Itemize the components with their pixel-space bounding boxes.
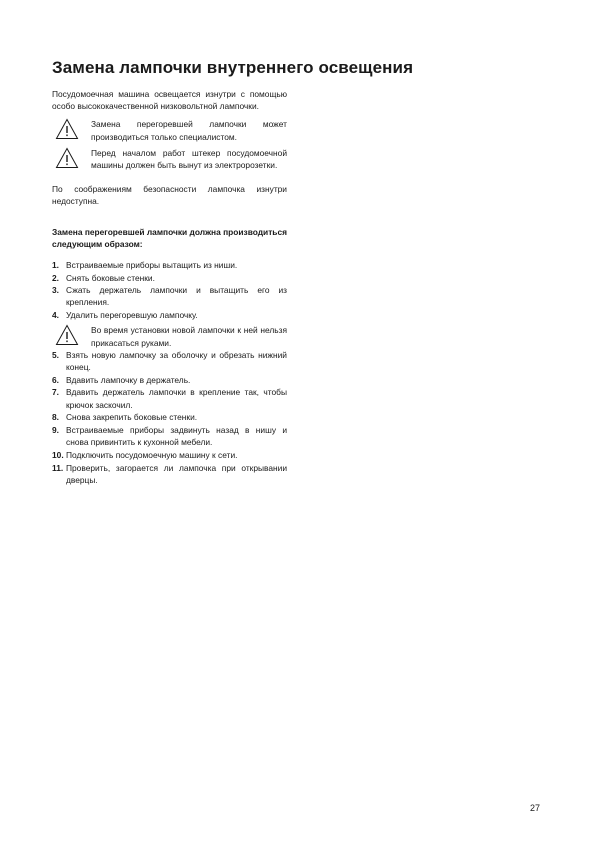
page-number: 27 [530, 803, 541, 813]
step-number: 6. [52, 374, 59, 385]
safety-note: По соображениям безопасности лампочка изнутри недоступна. [52, 184, 287, 207]
step-text: Встраиваемые приборы вытащить из ниши. [66, 259, 238, 270]
step-text: Вдавить лампочку в держатель. [66, 374, 191, 385]
page-title: Замена лампочки внутреннего освещения [52, 58, 414, 77]
step-number: 4. [52, 310, 59, 321]
warning-no-touch [52, 324, 287, 348]
step-text: Проверить, загорается ли лампочка при открывании дверцы. [66, 462, 287, 485]
step-number: 8. [52, 412, 59, 423]
warning-specialist [52, 118, 287, 142]
content-column [52, 88, 287, 486]
step-number: 11. [52, 462, 64, 473]
step-number: 2. [52, 272, 59, 283]
warning-triangle-icon [55, 118, 79, 140]
warning-text: Во время установки новой лампочки к ней нельзя прикасаться руками. [91, 325, 287, 348]
warning-triangle-icon [55, 147, 79, 169]
list-item [52, 374, 287, 386]
steps-list-b [52, 349, 287, 486]
step-number: 5. [52, 349, 59, 360]
step-number: 1. [52, 259, 59, 270]
procedure-heading: Замена перегоревшей лампочки должна производиться следующим образом: [52, 227, 287, 250]
step-number: 3. [52, 285, 59, 296]
step-text: Взять новую лампочку за оболочку и обрезать нижний конец. [66, 349, 287, 372]
list-item [52, 284, 287, 308]
step-number: 7. [52, 387, 59, 398]
step-text: Снова закрепить боковые стенки. [66, 412, 198, 423]
list-item [52, 449, 287, 461]
steps-list-a [52, 259, 287, 322]
step-text: Подключить посудомоечную машину к сети. [66, 449, 238, 460]
list-item [52, 411, 287, 423]
list-item [52, 309, 287, 321]
step-text: Вдавить держатель лампочки в крепление так, чтобы крючок заскочил. [66, 387, 287, 410]
warning-unplug [52, 147, 287, 171]
step-text: Удалить перегоревшую лампочку. [66, 310, 198, 321]
warning-triangle-icon [55, 324, 79, 346]
list-item [52, 424, 287, 448]
step-text: Сжать держатель лампочки и вытащить его из крепления. [66, 285, 287, 308]
step-number: 9. [52, 424, 59, 435]
intro-paragraph: Посудомоечная машина освещается изнутри с помощью особо высококачественной низковольтной лампочки. [52, 89, 287, 112]
list-item [52, 386, 287, 410]
list-item [52, 259, 287, 271]
warning-text: Перед началом работ штекер посудомоечной машины должен быть вынут из электророзетки. [91, 147, 287, 171]
list-item [52, 349, 287, 373]
step-text: Встраиваемые приборы задвинуть назад в нишу и снова привинтить к кухонной мебели. [66, 424, 287, 448]
list-item [52, 462, 287, 486]
step-text: Снять боковые стенки. [66, 272, 155, 283]
list-item [52, 272, 287, 284]
warning-text: Замена перегоревшей лампочки может производиться только специалистом. [91, 119, 287, 142]
step-number: 10. [52, 449, 64, 460]
